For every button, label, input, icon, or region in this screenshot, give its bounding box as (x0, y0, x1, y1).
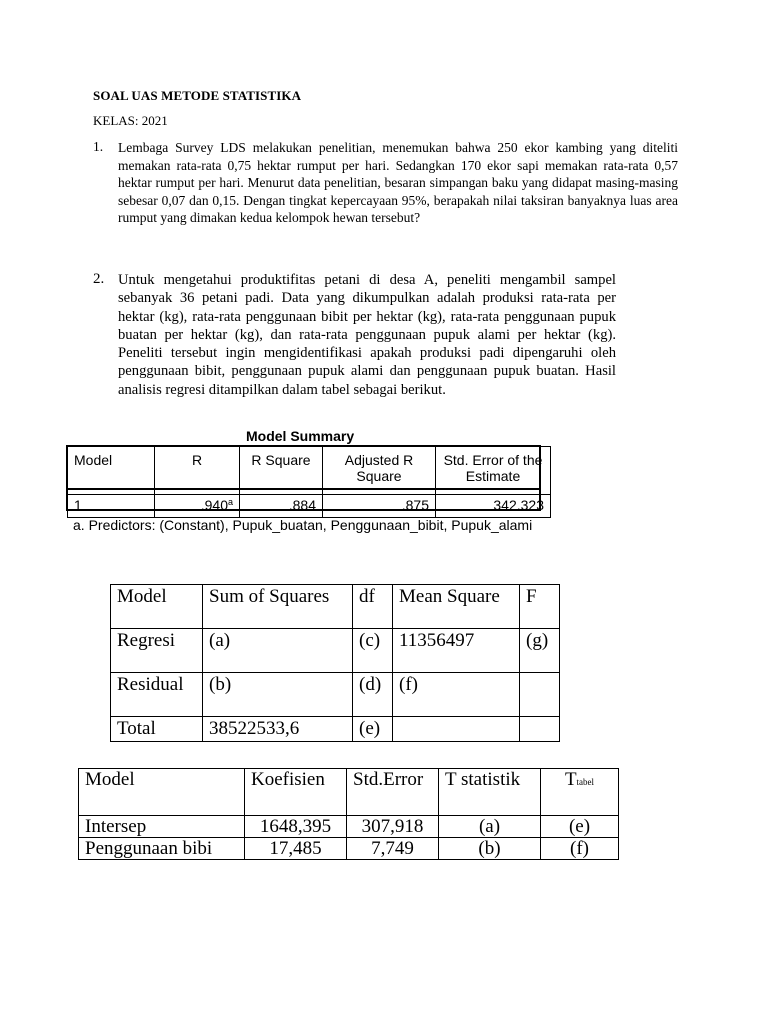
table-cell: (a) (203, 629, 353, 673)
anova-table (110, 584, 560, 742)
header-cell: Koefisien (245, 769, 347, 816)
footnote-marker: a (227, 497, 233, 507)
table-cell: (e) (353, 717, 393, 742)
table-cell: 307,918 (347, 816, 439, 838)
header-cell: Mean Square (393, 585, 520, 629)
table-header-separator (66, 488, 541, 490)
question-2-number: 2. (93, 271, 105, 287)
table-row (79, 816, 619, 838)
table-cell: 11356497 (393, 629, 520, 673)
table-row (111, 629, 560, 673)
header-cell: Model (79, 769, 245, 816)
table-header-row (79, 769, 619, 816)
table-cell: (b) (439, 838, 541, 860)
table-cell: Regresi (111, 629, 203, 673)
header-cell: T statistik (439, 769, 541, 816)
question-2-text: Untuk mengetahui produktifitas petani di desa A, peneliti mengambil sampel sebanyak 36 petani padi. Data yang dikumpulkan adalah produksi rata-rata per hektar (kg), rata-rata penggunaan bibit per hektar (kg), rata-rata penggunaan pupuk buatan per hektar (kg), dan rata-rata penggunaan pupuk alami per hektar (kg). Peneliti tersebut ingin mengidentifikasi apakah produksi padi dipengaruhi oleh penggunaan bibit, penggunaan pupuk alami dan penggunaan pupuk buatan. Hasil analisis regresi ditampilkan dalam tabel sebagai berikut. (118, 272, 616, 398)
table-cell (520, 717, 560, 742)
table-cell: (e) (541, 816, 619, 838)
table-cell (393, 717, 520, 742)
table-cell: 1648,395 (245, 816, 347, 838)
model-summary-title: Model Summary (246, 428, 355, 444)
t-label: T (564, 769, 577, 790)
table-cell: Total (111, 717, 203, 742)
table-row (111, 673, 560, 717)
table-cell: 7,749 (347, 838, 439, 860)
header-cell (541, 769, 619, 816)
header-cell: Model (111, 585, 203, 629)
document-title: SOAL UAS METODE STATISTIKA (93, 88, 302, 103)
table-cell: (a) (439, 816, 541, 838)
table-row (111, 717, 560, 742)
table-cell: Penggunaan bibi (79, 838, 245, 860)
header-cell: Std. Error of the Estimate (436, 447, 551, 495)
table-cell (520, 673, 560, 717)
table-cell: (b) (203, 673, 353, 717)
r-value: .940 (200, 497, 228, 513)
table-cell: (c) (353, 629, 393, 673)
table-cell: (f) (541, 838, 619, 860)
header-cell: Std.Error (347, 769, 439, 816)
header-cell: Model (68, 447, 155, 495)
table-cell: (f) (393, 673, 520, 717)
table-cell: Intersep (79, 816, 245, 838)
table-cell: (d) (353, 673, 393, 717)
table-cell: Residual (111, 673, 203, 717)
table-header-row (111, 585, 560, 629)
question-1-text: Lembaga Survey LDS melakukan penelitian, menemukan bahwa 250 ekor kambing yang diteliti memakan rata-rata 0,75 hektar rumput per hari. Sedangkan 170 ekor sapi memakan rata-rata 0,57 hektar rumput per hari. Menurut data penelitian, besaran simpangan baku yang didapat masing-masing sebesar 0,07 dan 0,15. Dengan tingkat kepercayaan 95%, berapakah nilai taksiran banyaknya luas area rumput yang dimakan kedua kelompok hewan tersebut? (118, 140, 678, 226)
t-subscript: tabel (576, 777, 595, 787)
table-cell: 1 (68, 495, 155, 518)
model-summary-table (67, 446, 551, 518)
question-1-number: 1. (93, 139, 104, 154)
table-cell: (g) (520, 629, 560, 673)
table-row (79, 838, 619, 860)
header-cell: R Square (240, 447, 323, 495)
header-cell: Sum of Squares (203, 585, 353, 629)
table-cell: 342.323 (436, 495, 551, 518)
table-cell: .884 (240, 495, 323, 518)
header-cell: F (520, 585, 560, 629)
table-cell: 38522533,6 (203, 717, 353, 742)
header-cell: R (155, 447, 240, 495)
class-label: KELAS: 2021 (93, 113, 168, 128)
table-cell: 17,485 (245, 838, 347, 860)
model-summary-footnote: a. Predictors: (Constant), Pupuk_buatan, Penggunaan_bibit, Pupuk_alami (73, 517, 533, 533)
table-cell: .875 (323, 495, 436, 518)
header-cell: df (353, 585, 393, 629)
header-cell: Adjusted R Square (323, 447, 436, 495)
coefficients-table (78, 768, 619, 860)
